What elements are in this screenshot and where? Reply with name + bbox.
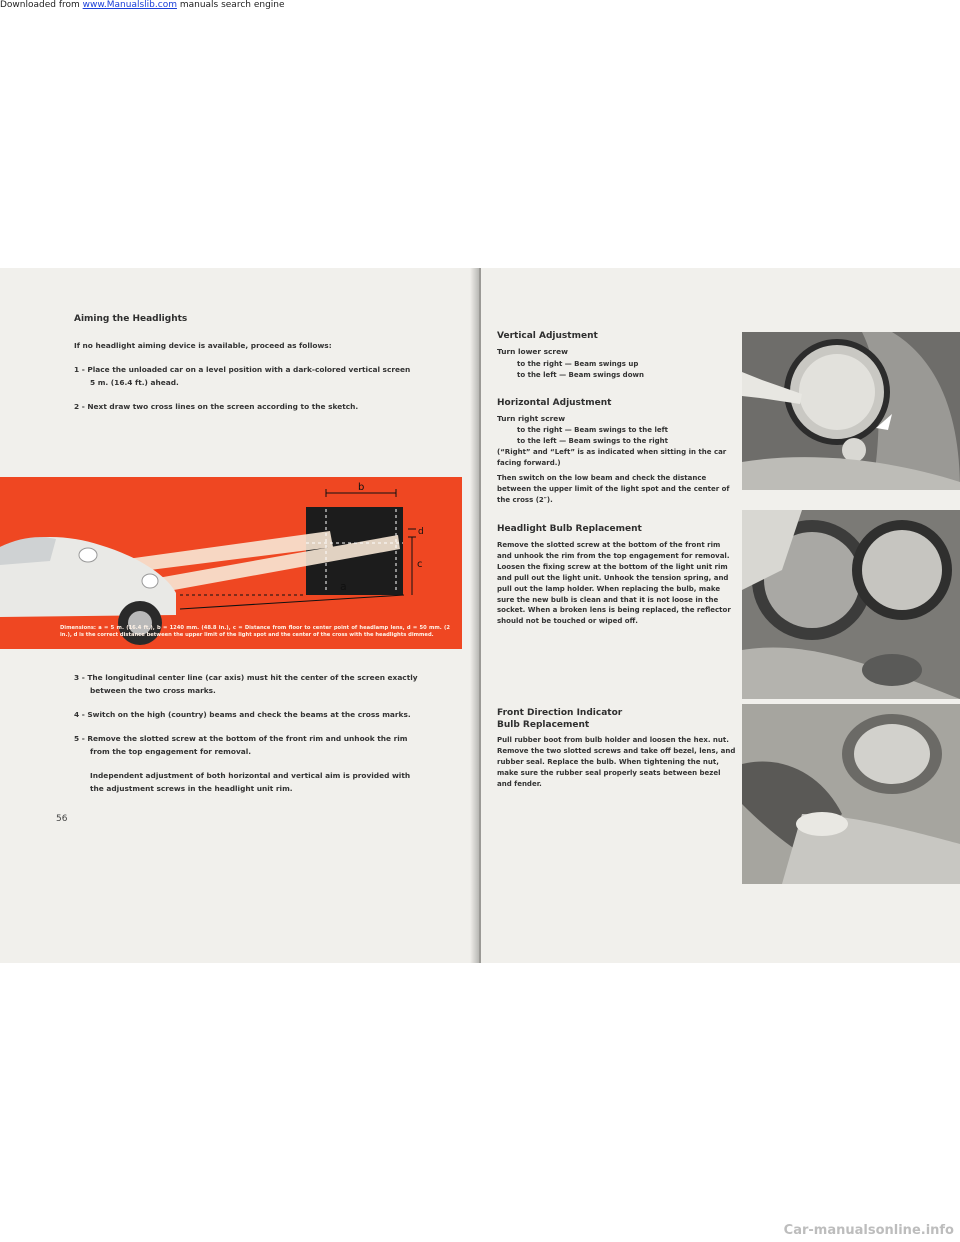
note-line-2: the adjustment screws in the headlight unit rim. [90, 784, 293, 793]
diagram-caption: Dimensions: a = 5 m. (16.4 ft.), b = 1240 mm. (48.8 in.), c = Distance from floor to center point of headlamp lens, d = 50 mm. (2 in.), d is the correct distance between the upper limit of the light spot and the center of the cross with the headlights dimmed. [60, 625, 450, 638]
horizontal-note: (“Right” and “Left” is as indicated when sitting in the car facing forward.) [497, 448, 727, 467]
horizontal-right: to the right — Beam swings to the left [517, 426, 668, 434]
note-line-1: Independent adjustment of both horizontal and vertical aim is provided with [90, 771, 411, 780]
step-2: 2 - Next draw two cross lines on the screen according to the sketch. [74, 402, 359, 411]
indicator-title-line-1: Front Direction Indicator [497, 708, 623, 718]
watermark: Car-manualsonline.info [783, 1223, 954, 1238]
aiming-title: Aiming the Headlights [74, 314, 188, 324]
photo-headlight-adjustment [742, 332, 960, 490]
horizontal-left: to the left — Beam swings to the right [517, 437, 668, 445]
step-5-line-2: from the top engagement for removal. [90, 747, 252, 756]
manualslib-link[interactable]: www.Manualslib.com [82, 0, 177, 10]
indicator-text: Pull rubber boot from bulb holder and loosen the hex. nut. Remove the two slotted screws and take off bezel, lens, and rubber seal. Replace the bulb. When tightening the nut, make sure the rubber seal properly seats between bezel and fender. [497, 736, 736, 788]
page-number-56: 56 [56, 814, 68, 824]
manual-spread [0, 268, 960, 963]
bulb-replacement-title: Headlight Bulb Replacement [497, 524, 642, 534]
step-1-line-2: 5 m. (16.4 ft.) ahead. [90, 378, 179, 387]
horizontal-check: Then switch on the low beam and check the distance between the upper limit of the light spot and the center of the cross (2″). [497, 474, 730, 504]
label-c: c [417, 559, 423, 570]
step-3-line-2: between the two cross marks. [90, 686, 216, 695]
label-d: d [418, 527, 424, 537]
download-header: Downloaded from www.Manualslib.com manuals search engine [0, 0, 285, 10]
car-windshield [0, 537, 56, 565]
label-b: b [358, 482, 365, 493]
step-3-line-1: 3 - The longitudinal center line (car axis) must hit the center of the screen exactly [74, 673, 418, 682]
aiming-sketch [0, 477, 462, 649]
page-56 [0, 268, 477, 963]
photo-direction-indicator [742, 704, 960, 884]
step-5-line-1: 5 - Remove the slotted screw at the bottom of the front rim and unhook the rim [74, 734, 408, 743]
aiming-diagram [0, 477, 462, 649]
vertical-left: to the left — Beam swings down [517, 371, 644, 379]
dimension-a [180, 595, 404, 609]
car-headlight-right [142, 574, 158, 588]
label-a: a [340, 580, 347, 593]
vertical-right: to the right — Beam swings up [517, 360, 639, 368]
step-1-line-1: 1 - Place the unloaded car on a level position with a dark-colored vertical screen [74, 365, 411, 374]
indicator-title-line-2: Bulb Replacement [497, 720, 590, 730]
vertical-adjustment-title: Vertical Adjustment [497, 331, 598, 341]
car-headlight-left [79, 548, 97, 562]
vertical-turn: Turn lower screw [497, 347, 568, 356]
step-4: 4 - Switch on the high (country) beams and check the beams at the cross marks. [74, 710, 411, 719]
photo-bulb-replacement [742, 510, 960, 699]
horizontal-adjustment-title: Horizontal Adjustment [497, 398, 612, 408]
horizontal-turn: Turn right screw [497, 414, 566, 423]
bulb-replacement-text: Remove the slotted screw at the bottom of the front rim and unhook the rim from the top engagement for removal. Loosen the fixing screw at the bottom of the light unit rim and pull out the light unit. Unhook the tension spring, and pull out the lamp holder. When replacing the bulb, make sure the new bulb is clean and that it is not loose in the socket. When a broken lens is being replaced, the reflector should not be touched or wiped off. [497, 541, 731, 626]
intro-text: If no headlight aiming device is available, proceed as follows: [74, 341, 332, 350]
